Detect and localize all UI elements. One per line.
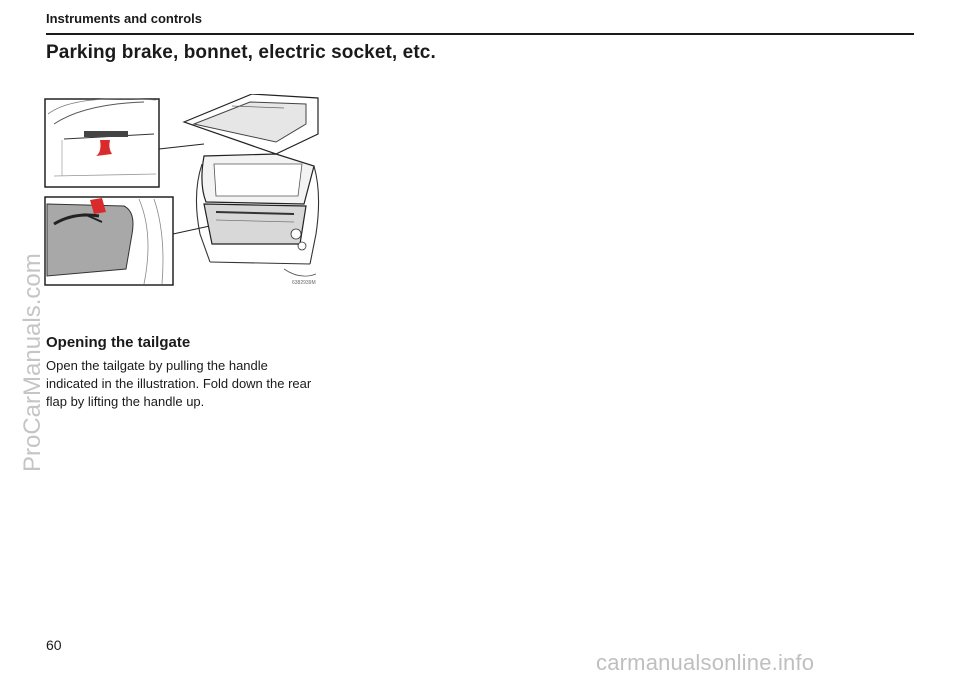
header-rule bbox=[46, 33, 914, 35]
tailgate-handle-detail-icon bbox=[45, 99, 159, 187]
tailgate-flap-handle-detail-icon bbox=[45, 197, 173, 285]
tailgate-illustration bbox=[44, 94, 320, 290]
footer-watermark: carmanualsonline.info bbox=[596, 650, 815, 675]
section-header: Instruments and controls bbox=[46, 11, 203, 26]
open-tailgate-car-rear-icon bbox=[184, 94, 319, 276]
illustration-code: 6382939M bbox=[292, 280, 316, 286]
page-title: Parking brake, bonnet, electric socket, etc. bbox=[46, 42, 436, 63]
section-subheading: Opening the tailgate bbox=[46, 334, 191, 351]
instruction-paragraph: Open the tailgate by pulling the handle indicated in the illustration. Fold down the rear flap by lifting the handle up. bbox=[46, 358, 312, 409]
page-number: 60 bbox=[46, 637, 62, 653]
side-watermark: ProCarManuals.com bbox=[19, 253, 46, 472]
